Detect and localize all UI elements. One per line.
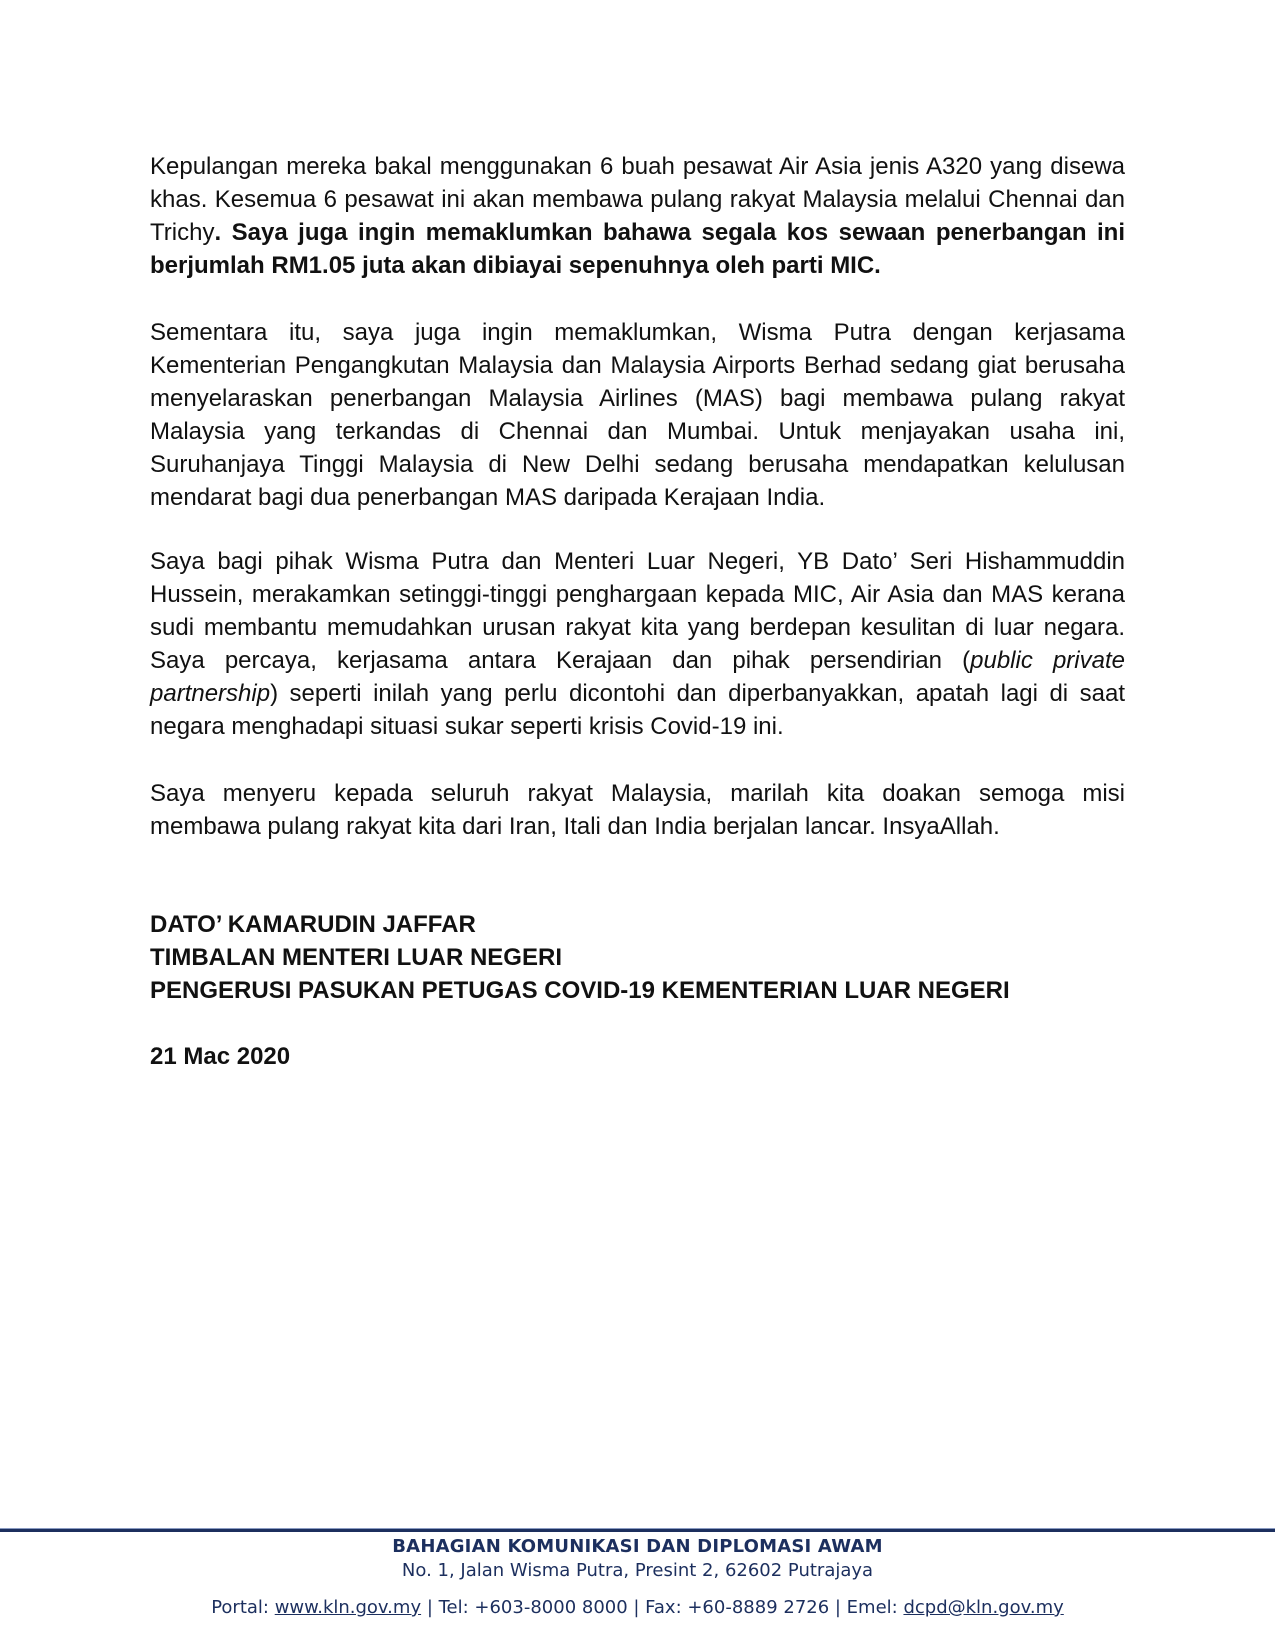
paragraph-text: ) seperti inilah yang perlu dicontohi dan diperbanyakkan, apatah lagi di saat negara menghadapi situasi sukar seperti krisis Covid-19 ini.: [150, 680, 1125, 740]
footer-address: No. 1, Jalan Wisma Putra, Presint 2, 62602 Putrajaya: [401, 1560, 874, 1581]
paragraph-prayer: [150, 777, 1125, 843]
footer-divider: [0, 1528, 1275, 1532]
email-link[interactable]: dcpd@kln.gov.my: [903, 1597, 1064, 1618]
signature-block: [150, 908, 1010, 1007]
paragraph-appreciation: [150, 545, 1125, 743]
paragraph-mas-flights: [150, 316, 1125, 514]
paragraph-text: Saya menyeru kepada seluruh rakyat Malaysia, marilah kita doakan semoga misi membawa pulang rakyat kita dari Iran, Itali dan India berjalan lancar. InsyaAllah.: [150, 780, 1125, 840]
signatory-role: PENGERUSI PASUKAN PETUGAS COVID-19 KEMENTERIAN LUAR NEGERI: [150, 977, 1010, 1004]
footer-contact: [0, 1597, 1275, 1618]
italic-term: public private partnership: [150, 647, 1125, 707]
signatory-title: TIMBALAN MENTERI LUAR NEGERI: [150, 944, 562, 971]
bold-statement: . Saya juga ingin memaklumkan bahawa segala kos sewaan penerbangan ini berjumlah RM1.05 juta akan dibiayai sepenuhnya oleh parti MIC.: [150, 219, 1125, 279]
paragraph-text: Kepulangan mereka bakal menggunakan 6 buah pesawat Air Asia jenis A320 yang disewa khas. Kesemua 6 pesawat ini akan membawa pulang rakyat Malaysia melalui Chennai dan Trichy: [150, 153, 1125, 246]
document-date: 21 Mac 2020: [150, 1043, 291, 1070]
portal-link[interactable]: www.kln.gov.my: [274, 1597, 422, 1618]
portal-label: Portal:: [211, 1597, 275, 1618]
footer-department: BAHAGIAN KOMUNIKASI DAN DIPLOMASI AWAM: [392, 1536, 883, 1557]
paragraph-text: Sementara itu, saya juga ingin memaklumkan, Wisma Putra dengan kerjasama Kementerian Pengangkutan Malaysia dan Malaysia Airports Berhad sedang giat berusaha menyelaraskan penerbangan Malaysia Airlines (MAS) bagi membawa pulang rakyat Malaysia yang terkandas di Chennai dan Mumbai. Untuk menjayakan usaha ini, Suruhanjaya Tinggi Malaysia di New Delhi sedang berusaha mendapatkan kelulusan mendarat bagi dua penerbangan MAS daripada Kerajaan India.: [150, 319, 1125, 511]
signatory-name: DATO’ KAMARUDIN JAFFAR: [150, 911, 476, 938]
paragraph-text: Saya bagi pihak Wisma Putra dan Menteri Luar Negeri, YB Dato’ Seri Hishammuddin Hussein, merakamkan setinggi-tinggi penghargaan kepada MIC, Air Asia dan MAS kerana sudi membantu memudahkan urusan rakyat kita yang berdepan kesulitan di luar negara. Saya percaya, kerjasama antara Kerajaan dan pihak persendirian (: [150, 548, 1125, 674]
paragraph-flights-cost: [150, 150, 1125, 282]
contact-numbers: | Tel: +603-8000 8000 | Fax: +60-8889 2726 | Emel:: [421, 1597, 904, 1618]
